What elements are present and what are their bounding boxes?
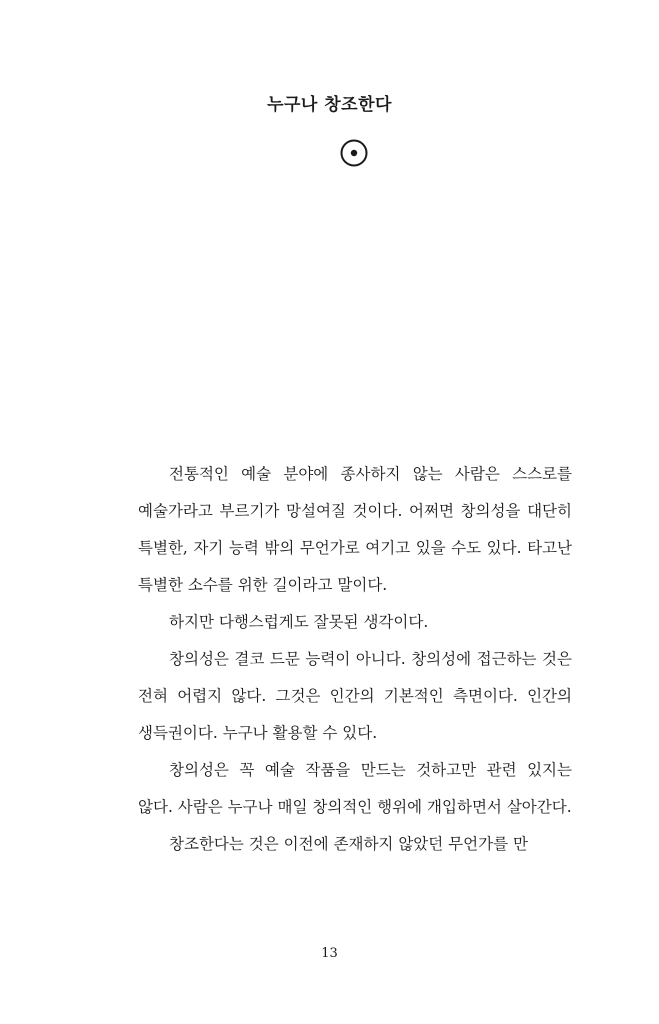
paragraph: 하지만 다행스럽게도 잘못된 생각이다. [169, 613, 429, 631]
body-text [138, 456, 572, 863]
paragraph: 창의성은 결코 드문 능력이 아니다. 창의성에 접근하는 것은 전혀 어렵지 않다. 그것은 인간의 기본적인 측면이다. 인간의 생득권이다. 누구나 활용할 수 있다. [138, 650, 572, 742]
paragraph: 전통적인 예술 분야에 종사하지 않는 사람은 스스로를 예술가라고 부르기가 망설여질 것이다. 어쩌면 창의성을 대단히 특별한, 자기 능력 밖의 무언가로 여기고 있을 수도 있다. 타고난 특별한 소수를 위한 길이라고 말이다. [138, 465, 572, 594]
page-number: 13 [321, 946, 338, 961]
chapter-title: 누구나 창조한다 [267, 95, 392, 115]
paragraph: 창의성은 꼭 예술 작품을 만드는 것하고만 관련 있지는 않다. 사람은 누구나 매일 창의적인 행위에 개입하면서 살아간다. [138, 761, 572, 816]
paragraph: 창조한다는 것은 이전에 존재하지 않았던 무언가를 만 [169, 835, 528, 853]
circled-dot-icon [339, 138, 369, 168]
